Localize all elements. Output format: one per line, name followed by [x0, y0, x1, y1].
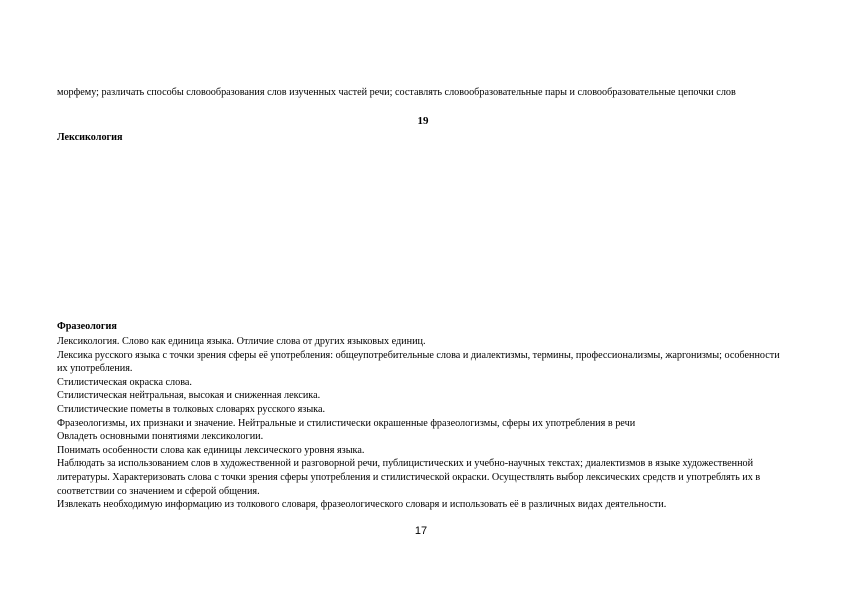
- paragraph: Извлекать необходимую информацию из толкового словаря, фразеологического словаря и использовать её в различных видах деятельности.: [57, 499, 667, 511]
- paragraph: Лексикология. Слово как единица языка. Отличие слова от других языковых единиц.: [57, 336, 426, 347]
- paragraph: Понимать особенности слова как единицы лексического уровня языка.: [57, 444, 365, 456]
- page-number-top: 19: [417, 115, 429, 127]
- top-paragraph-text: морфему; различать способы словообразования слов изученных частей речи; составлять словообразовательные пары и словообразовательные цепочки слов: [57, 87, 736, 98]
- top-paragraph: [57, 86, 787, 100]
- page-number-bottom: 17: [414, 525, 428, 537]
- heading-lexicology: Лексикология: [57, 132, 123, 143]
- paragraph: Фразеологизмы, их признаки и значение. Нейтральные и стилистически окрашенные фразеологизмы, сферы их употребления в речи: [57, 417, 636, 429]
- paragraph: Наблюдать за использованием слов в художественной и разговорной речи, публицистических и учебно-научных текстах; диалектизмов в языке художественной литературы. Характеризовать слова с точки зрения сферы употребления и стилистической окраски. Осуществлять выбор лексических средств и употреблять их в соответствии со значением и сферой общения.: [57, 458, 761, 497]
- paragraph: Стилистические пометы в толковых словарях русского языка.: [57, 403, 326, 415]
- paragraph: Овладеть основными понятиями лексикологии.: [57, 431, 264, 443]
- paragraph: Стилистическая нейтральная, высокая и сниженная лексика.: [57, 390, 321, 402]
- paragraph: Лексика русского языка с точки зрения сферы её употребления: общеупотребительные слова и диалектизмы, термины, профессионализмы, жаргонизмы; особенности их употребления.: [57, 349, 780, 375]
- body-text: [57, 335, 787, 512]
- heading-phraseology: Фразеология: [57, 321, 117, 332]
- paragraph: Стилистическая окраска слова.: [57, 376, 192, 388]
